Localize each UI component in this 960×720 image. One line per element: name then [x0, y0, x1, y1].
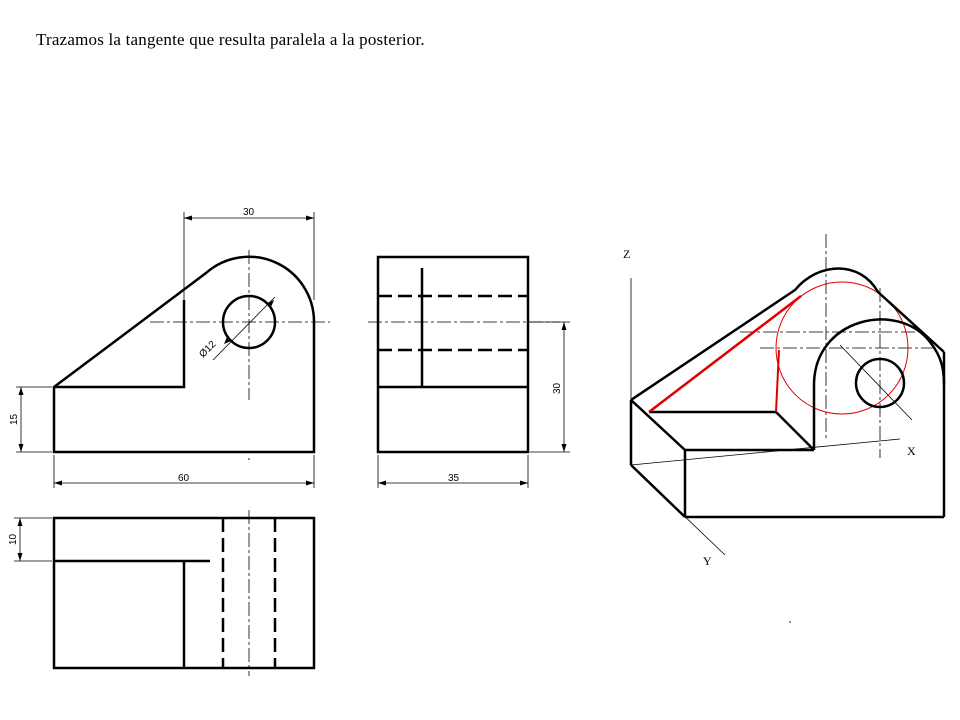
- caption-text: Trazamos la tangente que resulta paralela a la posterior.: [36, 30, 425, 49]
- side-view-dim30-label: 30: [552, 382, 563, 394]
- front-view-dim30-arrow-right: [306, 216, 314, 221]
- side-view-outline: [378, 257, 528, 452]
- iso-back-profile: [631, 269, 944, 401]
- iso-hole-axis: [840, 345, 912, 420]
- isometric-view: [623, 234, 944, 568]
- side-view-dim30-arrow-bottom: [562, 444, 567, 452]
- front-view-diameter-leader: [213, 297, 275, 360]
- front-view-dim60-label: 60: [178, 473, 190, 484]
- front-view-dim15-label: 15: [9, 413, 20, 425]
- iso-step-top-right: [776, 412, 814, 450]
- front-view-dim30-label: 30: [243, 207, 255, 218]
- stray-dot-iso: [789, 621, 791, 623]
- top-view-dim10-arrow-bottom: [18, 553, 23, 561]
- iso-axis-x: [631, 439, 900, 465]
- side-view-dim35-label: 35: [448, 473, 460, 484]
- front-view-step: [54, 300, 184, 387]
- iso-bottom-left: [631, 465, 685, 517]
- iso-tangent-vertical: [776, 350, 779, 412]
- top-view: [8, 510, 314, 676]
- front-view-dim60-arrow-right: [306, 481, 314, 486]
- side-view-dim35-arrow-right: [520, 481, 528, 486]
- side-view-dim30-arrow-top: [562, 322, 567, 330]
- front-view: [9, 207, 330, 488]
- top-view-dim10-label: 10: [8, 533, 19, 545]
- front-view-dim60-arrow-left: [54, 481, 62, 486]
- iso-axis-z-label: Z: [623, 247, 631, 261]
- stray-dot-front: [248, 458, 250, 460]
- side-view-dim35-arrow-left: [378, 481, 386, 486]
- side-view: [368, 257, 570, 488]
- iso-step-top-left: [631, 400, 685, 450]
- front-view-dim30-arrow-left: [184, 216, 192, 221]
- top-view-dim10-arrow-top: [18, 518, 23, 526]
- iso-axis-y-label: Y: [703, 554, 712, 568]
- iso-front-lug: [814, 319, 944, 450]
- front-view-diameter-label: Ø12: [197, 338, 219, 361]
- front-view-dim15-arrow-top: [19, 387, 24, 395]
- iso-axis-x-label: X: [907, 444, 916, 458]
- front-view-dim15-arrow-bottom: [19, 444, 24, 452]
